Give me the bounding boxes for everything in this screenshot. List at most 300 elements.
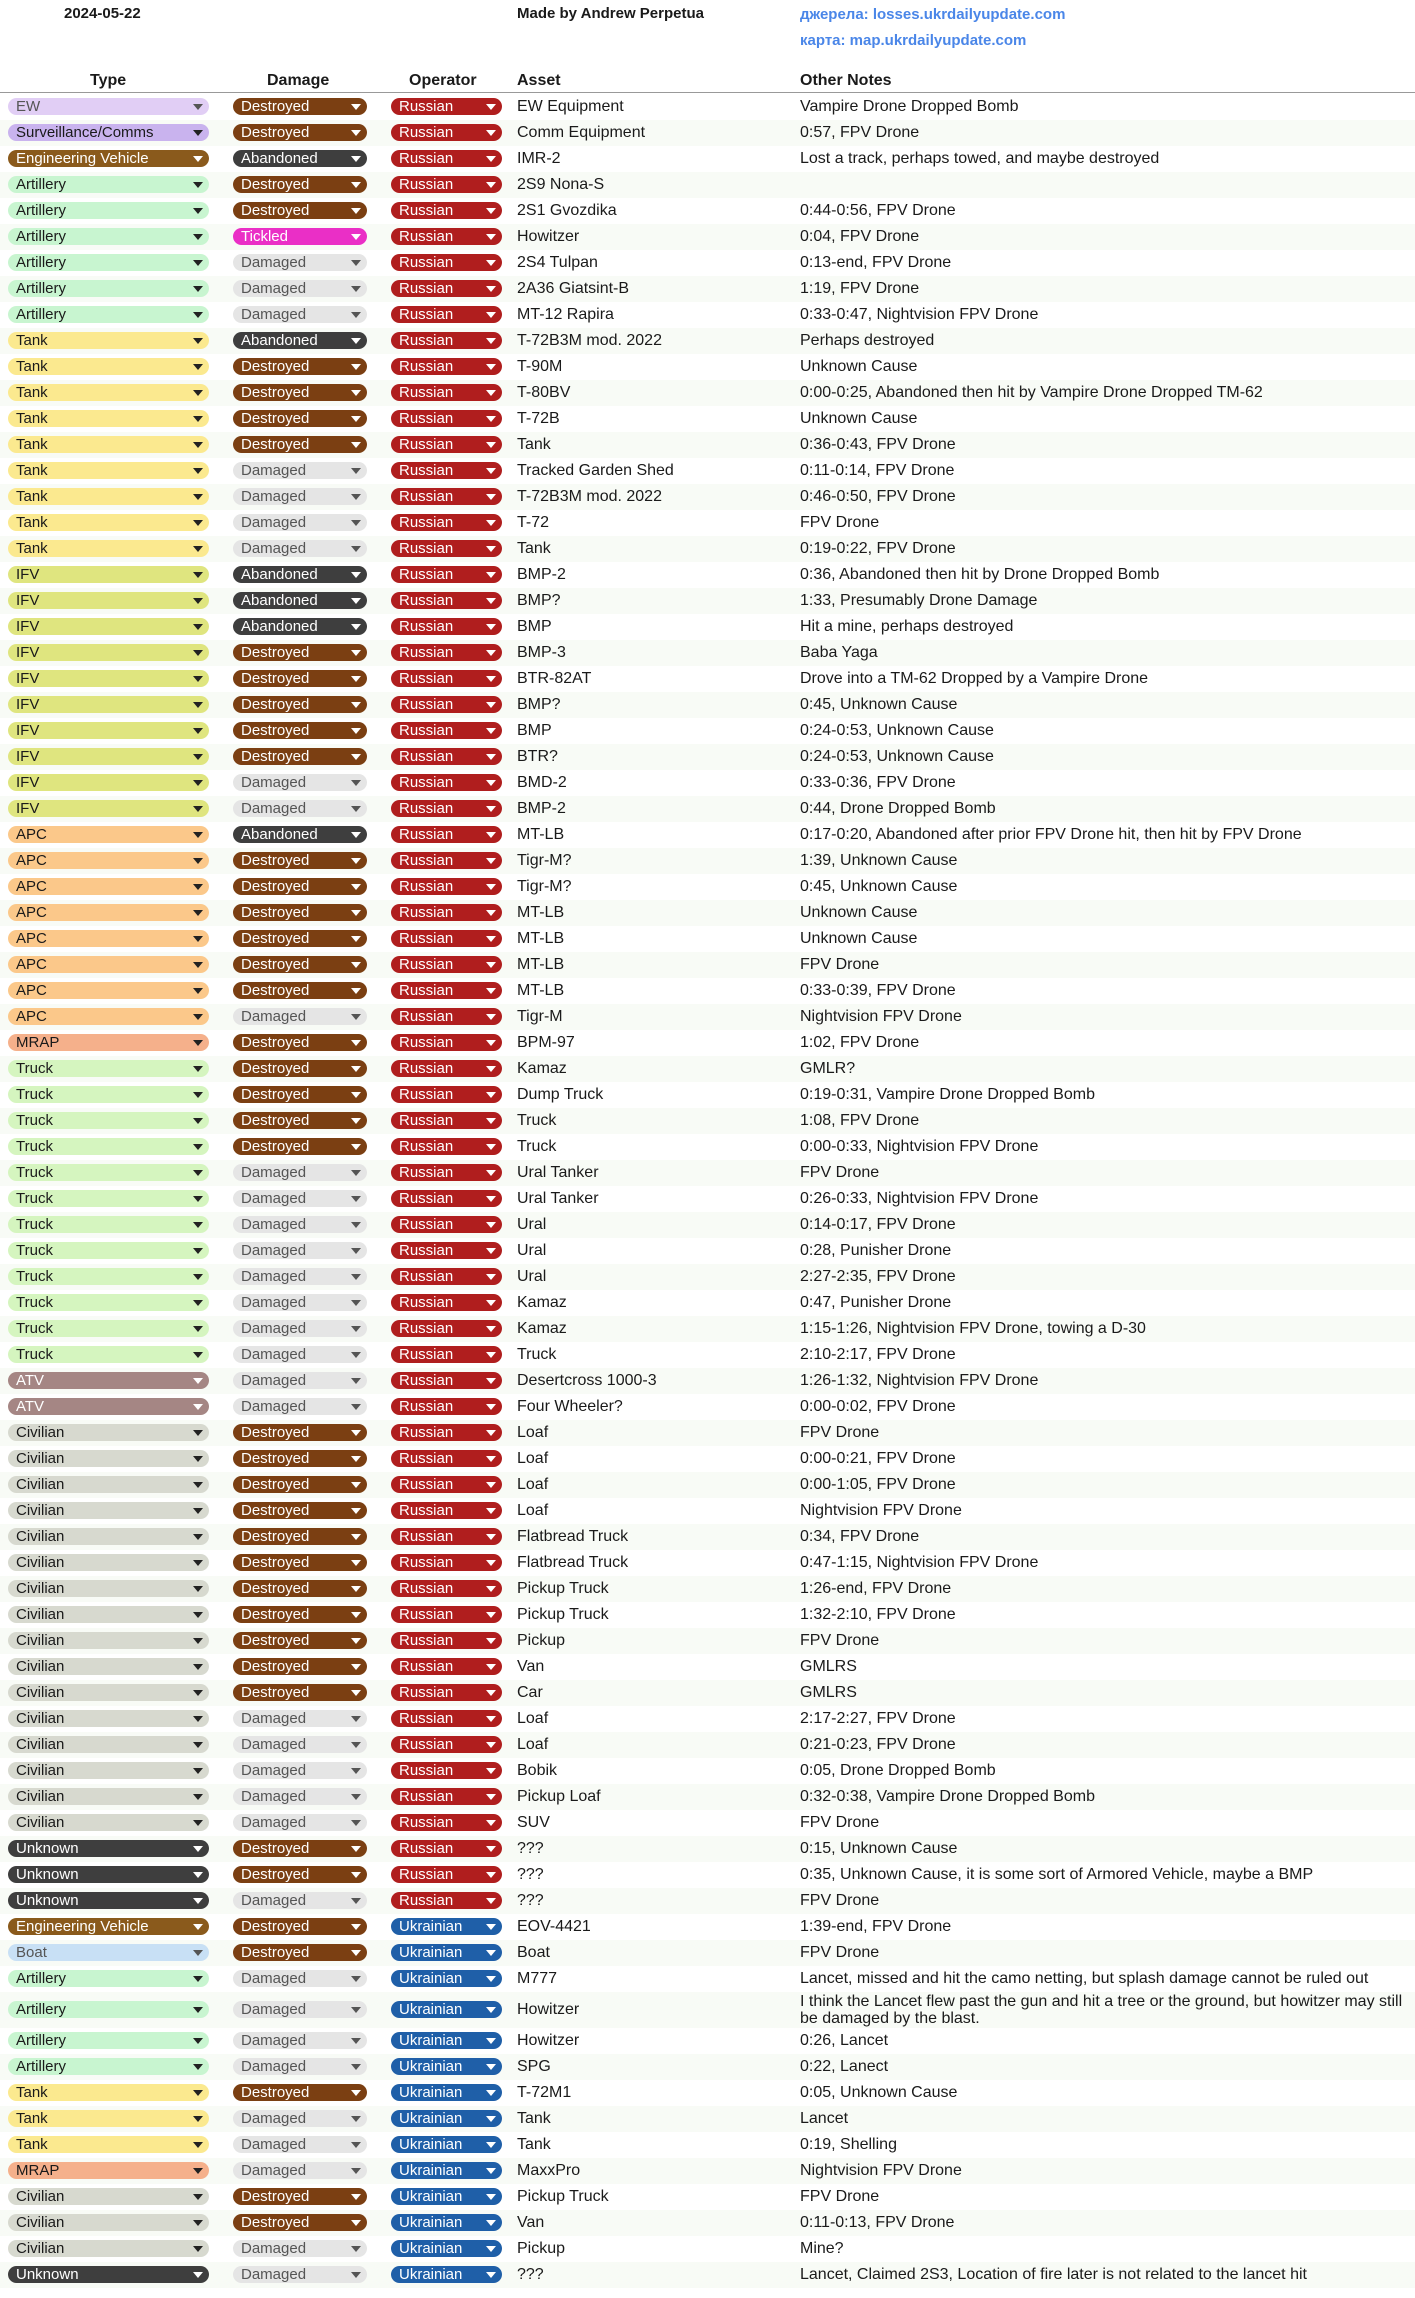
operator-select[interactable] xyxy=(391,1658,502,1675)
chevron-down-icon[interactable] xyxy=(486,1482,496,1488)
type-select[interactable] xyxy=(8,1684,209,1701)
operator-select[interactable] xyxy=(391,1112,502,1129)
operator-select[interactable] xyxy=(391,2214,502,2231)
type-select[interactable] xyxy=(8,1814,209,1831)
operator-select[interactable] xyxy=(391,2084,502,2101)
damage-select[interactable] xyxy=(233,2001,367,2018)
type-select[interactable] xyxy=(8,1762,209,1779)
chevron-down-icon[interactable] xyxy=(193,1300,203,1306)
chevron-down-icon[interactable] xyxy=(193,130,203,136)
damage-select[interactable] xyxy=(233,2032,367,2049)
damage-select[interactable] xyxy=(233,1840,367,1857)
chevron-down-icon[interactable] xyxy=(193,858,203,864)
operator-select[interactable] xyxy=(391,748,502,765)
chevron-down-icon[interactable] xyxy=(193,260,203,266)
chevron-down-icon[interactable] xyxy=(486,2168,496,2174)
chevron-down-icon[interactable] xyxy=(486,910,496,916)
chevron-down-icon[interactable] xyxy=(351,338,361,344)
operator-select[interactable] xyxy=(391,306,502,323)
chevron-down-icon[interactable] xyxy=(351,754,361,760)
operator-select[interactable] xyxy=(391,2136,502,2153)
type-select[interactable] xyxy=(8,1632,209,1649)
type-select[interactable] xyxy=(8,2136,209,2153)
chevron-down-icon[interactable] xyxy=(486,780,496,786)
type-select[interactable] xyxy=(8,1034,209,1051)
damage-select[interactable] xyxy=(233,1294,367,1311)
operator-select[interactable] xyxy=(391,1372,502,1389)
chevron-down-icon[interactable] xyxy=(351,910,361,916)
chevron-down-icon[interactable] xyxy=(351,1144,361,1150)
damage-select[interactable] xyxy=(233,1866,367,1883)
operator-select[interactable] xyxy=(391,1008,502,1025)
operator-select[interactable] xyxy=(391,1606,502,1623)
chevron-down-icon[interactable] xyxy=(486,1742,496,1748)
type-select[interactable] xyxy=(8,1242,209,1259)
chevron-down-icon[interactable] xyxy=(193,1976,203,1982)
chevron-down-icon[interactable] xyxy=(486,1846,496,1852)
type-select[interactable] xyxy=(8,1840,209,1857)
chevron-down-icon[interactable] xyxy=(193,1586,203,1592)
chevron-down-icon[interactable] xyxy=(351,1482,361,1488)
operator-select[interactable] xyxy=(391,1684,502,1701)
chevron-down-icon[interactable] xyxy=(351,1014,361,1020)
chevron-down-icon[interactable] xyxy=(486,364,496,370)
operator-select[interactable] xyxy=(391,800,502,817)
chevron-down-icon[interactable] xyxy=(486,1222,496,1228)
type-select[interactable] xyxy=(8,2058,209,2075)
type-select[interactable] xyxy=(8,1450,209,1467)
chevron-down-icon[interactable] xyxy=(486,624,496,630)
type-select[interactable] xyxy=(8,410,209,427)
chevron-down-icon[interactable] xyxy=(486,1300,496,1306)
chevron-down-icon[interactable] xyxy=(486,1534,496,1540)
damage-select[interactable] xyxy=(233,1632,367,1649)
chevron-down-icon[interactable] xyxy=(351,1768,361,1774)
operator-select[interactable] xyxy=(391,1320,502,1337)
operator-select[interactable] xyxy=(391,722,502,739)
chevron-down-icon[interactable] xyxy=(193,1534,203,1540)
operator-select[interactable] xyxy=(391,410,502,427)
operator-select[interactable] xyxy=(391,1528,502,1545)
operator-select[interactable] xyxy=(391,1268,502,1285)
operator-select[interactable] xyxy=(391,566,502,583)
chevron-down-icon[interactable] xyxy=(351,1664,361,1670)
chevron-down-icon[interactable] xyxy=(193,1196,203,1202)
chevron-down-icon[interactable] xyxy=(193,1742,203,1748)
chevron-down-icon[interactable] xyxy=(193,1248,203,1254)
chevron-down-icon[interactable] xyxy=(193,2246,203,2252)
chevron-down-icon[interactable] xyxy=(193,1898,203,1904)
chevron-down-icon[interactable] xyxy=(486,182,496,188)
chevron-down-icon[interactable] xyxy=(351,2220,361,2226)
type-select[interactable] xyxy=(8,1164,209,1181)
chevron-down-icon[interactable] xyxy=(486,260,496,266)
damage-select[interactable] xyxy=(233,982,367,999)
damage-select[interactable] xyxy=(233,1086,367,1103)
operator-select[interactable] xyxy=(391,904,502,921)
chevron-down-icon[interactable] xyxy=(351,1924,361,1930)
chevron-down-icon[interactable] xyxy=(193,1144,203,1150)
operator-select[interactable] xyxy=(391,1164,502,1181)
chevron-down-icon[interactable] xyxy=(486,1170,496,1176)
operator-select[interactable] xyxy=(391,1892,502,1909)
damage-select[interactable] xyxy=(233,1034,367,1051)
chevron-down-icon[interactable] xyxy=(351,520,361,526)
operator-select[interactable] xyxy=(391,2032,502,2049)
chevron-down-icon[interactable] xyxy=(351,2007,361,2013)
chevron-down-icon[interactable] xyxy=(193,234,203,240)
damage-select[interactable] xyxy=(233,1892,367,1909)
type-select[interactable] xyxy=(8,202,209,219)
type-select[interactable] xyxy=(8,1424,209,1441)
chevron-down-icon[interactable] xyxy=(351,1248,361,1254)
chevron-down-icon[interactable] xyxy=(193,728,203,734)
operator-select[interactable] xyxy=(391,1138,502,1155)
chevron-down-icon[interactable] xyxy=(193,364,203,370)
chevron-down-icon[interactable] xyxy=(193,1638,203,1644)
chevron-down-icon[interactable] xyxy=(486,858,496,864)
damage-select[interactable] xyxy=(233,1736,367,1753)
operator-select[interactable] xyxy=(391,280,502,297)
operator-select[interactable] xyxy=(391,228,502,245)
damage-select[interactable] xyxy=(233,774,367,791)
operator-select[interactable] xyxy=(391,1762,502,1779)
chevron-down-icon[interactable] xyxy=(351,702,361,708)
chevron-down-icon[interactable] xyxy=(193,390,203,396)
chevron-down-icon[interactable] xyxy=(351,104,361,110)
damage-select[interactable] xyxy=(233,2136,367,2153)
chevron-down-icon[interactable] xyxy=(486,1950,496,1956)
operator-select[interactable] xyxy=(391,930,502,947)
damage-select[interactable] xyxy=(233,1528,367,1545)
operator-select[interactable] xyxy=(391,1918,502,1935)
chevron-down-icon[interactable] xyxy=(351,416,361,422)
operator-select[interactable] xyxy=(391,774,502,791)
type-select[interactable] xyxy=(8,826,209,843)
damage-select[interactable] xyxy=(233,1684,367,1701)
operator-select[interactable] xyxy=(391,540,502,557)
type-select[interactable] xyxy=(8,176,209,193)
chevron-down-icon[interactable] xyxy=(351,208,361,214)
operator-select[interactable] xyxy=(391,1840,502,1857)
chevron-down-icon[interactable] xyxy=(486,416,496,422)
damage-select[interactable] xyxy=(233,2058,367,2075)
chevron-down-icon[interactable] xyxy=(193,1820,203,1826)
operator-select[interactable] xyxy=(391,358,502,375)
chevron-down-icon[interactable] xyxy=(193,2142,203,2148)
damage-select[interactable] xyxy=(233,1320,367,1337)
chevron-down-icon[interactable] xyxy=(486,520,496,526)
chevron-down-icon[interactable] xyxy=(193,1612,203,1618)
damage-select[interactable] xyxy=(233,1112,367,1129)
damage-select[interactable] xyxy=(233,618,367,635)
type-select[interactable] xyxy=(8,1528,209,1545)
operator-select[interactable] xyxy=(391,462,502,479)
chevron-down-icon[interactable] xyxy=(351,624,361,630)
chevron-down-icon[interactable] xyxy=(351,1196,361,1202)
chevron-down-icon[interactable] xyxy=(193,156,203,162)
chevron-down-icon[interactable] xyxy=(193,1768,203,1774)
chevron-down-icon[interactable] xyxy=(193,1118,203,1124)
chevron-down-icon[interactable] xyxy=(193,1924,203,1930)
type-select[interactable] xyxy=(8,1346,209,1363)
chevron-down-icon[interactable] xyxy=(351,1092,361,1098)
chevron-down-icon[interactable] xyxy=(193,572,203,578)
damage-select[interactable] xyxy=(233,1372,367,1389)
chevron-down-icon[interactable] xyxy=(193,1430,203,1436)
chevron-down-icon[interactable] xyxy=(193,702,203,708)
chevron-down-icon[interactable] xyxy=(486,1092,496,1098)
chevron-down-icon[interactable] xyxy=(193,1872,203,1878)
chevron-down-icon[interactable] xyxy=(486,754,496,760)
chevron-down-icon[interactable] xyxy=(351,1040,361,1046)
type-select[interactable] xyxy=(8,748,209,765)
map-link[interactable]: карта: map.ukrdailyupdate.com xyxy=(800,32,1027,49)
chevron-down-icon[interactable] xyxy=(486,104,496,110)
damage-select[interactable] xyxy=(233,644,367,661)
chevron-down-icon[interactable] xyxy=(486,1456,496,1462)
chevron-down-icon[interactable] xyxy=(193,1794,203,1800)
chevron-down-icon[interactable] xyxy=(486,598,496,604)
damage-select[interactable] xyxy=(233,930,367,947)
damage-select[interactable] xyxy=(233,1398,367,1415)
chevron-down-icon[interactable] xyxy=(486,728,496,734)
chevron-down-icon[interactable] xyxy=(351,1586,361,1592)
chevron-down-icon[interactable] xyxy=(351,390,361,396)
damage-select[interactable] xyxy=(233,306,367,323)
damage-select[interactable] xyxy=(233,1502,367,1519)
type-select[interactable] xyxy=(8,254,209,271)
damage-select[interactable] xyxy=(233,826,367,843)
chevron-down-icon[interactable] xyxy=(351,1508,361,1514)
operator-select[interactable] xyxy=(391,852,502,869)
chevron-down-icon[interactable] xyxy=(193,806,203,812)
chevron-down-icon[interactable] xyxy=(486,2142,496,2148)
damage-select[interactable] xyxy=(233,280,367,297)
operator-select[interactable] xyxy=(391,696,502,713)
chevron-down-icon[interactable] xyxy=(193,2038,203,2044)
chevron-down-icon[interactable] xyxy=(486,1794,496,1800)
type-select[interactable] xyxy=(8,618,209,635)
damage-select[interactable] xyxy=(233,1268,367,1285)
chevron-down-icon[interactable] xyxy=(351,936,361,942)
chevron-down-icon[interactable] xyxy=(486,1586,496,1592)
operator-select[interactable] xyxy=(391,592,502,609)
chevron-down-icon[interactable] xyxy=(486,1352,496,1358)
type-select[interactable] xyxy=(8,1866,209,1883)
chevron-down-icon[interactable] xyxy=(486,2064,496,2070)
type-select[interactable] xyxy=(8,2188,209,2205)
damage-select[interactable] xyxy=(233,358,367,375)
operator-select[interactable] xyxy=(391,1502,502,1519)
chevron-down-icon[interactable] xyxy=(486,1040,496,1046)
chevron-down-icon[interactable] xyxy=(486,390,496,396)
chevron-down-icon[interactable] xyxy=(486,130,496,136)
type-select[interactable] xyxy=(8,2032,209,2049)
type-select[interactable] xyxy=(8,1008,209,1025)
damage-select[interactable] xyxy=(233,1060,367,1077)
chevron-down-icon[interactable] xyxy=(193,1716,203,1722)
chevron-down-icon[interactable] xyxy=(486,1196,496,1202)
chevron-down-icon[interactable] xyxy=(193,1170,203,1176)
chevron-down-icon[interactable] xyxy=(486,286,496,292)
chevron-down-icon[interactable] xyxy=(351,1352,361,1358)
chevron-down-icon[interactable] xyxy=(193,1846,203,1852)
type-select[interactable] xyxy=(8,514,209,531)
chevron-down-icon[interactable] xyxy=(486,1508,496,1514)
chevron-down-icon[interactable] xyxy=(351,2246,361,2252)
operator-select[interactable] xyxy=(391,332,502,349)
chevron-down-icon[interactable] xyxy=(351,1794,361,1800)
operator-select[interactable] xyxy=(391,644,502,661)
chevron-down-icon[interactable] xyxy=(193,2090,203,2096)
damage-select[interactable] xyxy=(233,202,367,219)
damage-select[interactable] xyxy=(233,1164,367,1181)
damage-select[interactable] xyxy=(233,384,367,401)
type-select[interactable] xyxy=(8,1320,209,1337)
type-select[interactable] xyxy=(8,852,209,869)
chevron-down-icon[interactable] xyxy=(486,884,496,890)
damage-select[interactable] xyxy=(233,1762,367,1779)
damage-select[interactable] xyxy=(233,1606,367,1623)
type-select[interactable] xyxy=(8,774,209,791)
operator-select[interactable] xyxy=(391,2162,502,2179)
chevron-down-icon[interactable] xyxy=(486,1820,496,1826)
chevron-down-icon[interactable] xyxy=(193,1222,203,1228)
damage-select[interactable] xyxy=(233,878,367,895)
chevron-down-icon[interactable] xyxy=(351,1066,361,1072)
chevron-down-icon[interactable] xyxy=(486,442,496,448)
operator-select[interactable] xyxy=(391,826,502,843)
damage-select[interactable] xyxy=(233,748,367,765)
damage-select[interactable] xyxy=(233,2240,367,2257)
damage-select[interactable] xyxy=(233,488,367,505)
damage-select[interactable] xyxy=(233,1216,367,1233)
type-select[interactable] xyxy=(8,2001,209,2018)
chevron-down-icon[interactable] xyxy=(351,1872,361,1878)
chevron-down-icon[interactable] xyxy=(193,1014,203,1020)
chevron-down-icon[interactable] xyxy=(486,1014,496,1020)
damage-select[interactable] xyxy=(233,1190,367,1207)
damage-select[interactable] xyxy=(233,1476,367,1493)
chevron-down-icon[interactable] xyxy=(351,1612,361,1618)
chevron-down-icon[interactable] xyxy=(351,598,361,604)
type-select[interactable] xyxy=(8,2240,209,2257)
chevron-down-icon[interactable] xyxy=(486,2007,496,2013)
chevron-down-icon[interactable] xyxy=(486,1430,496,1436)
chevron-down-icon[interactable] xyxy=(351,572,361,578)
damage-select[interactable] xyxy=(233,150,367,167)
type-select[interactable] xyxy=(8,1658,209,1675)
chevron-down-icon[interactable] xyxy=(486,2116,496,2122)
type-select[interactable] xyxy=(8,1294,209,1311)
chevron-down-icon[interactable] xyxy=(193,754,203,760)
chevron-down-icon[interactable] xyxy=(351,442,361,448)
chevron-down-icon[interactable] xyxy=(193,546,203,552)
chevron-down-icon[interactable] xyxy=(351,364,361,370)
chevron-down-icon[interactable] xyxy=(351,1742,361,1748)
damage-select[interactable] xyxy=(233,332,367,349)
operator-select[interactable] xyxy=(391,488,502,505)
chevron-down-icon[interactable] xyxy=(486,234,496,240)
chevron-down-icon[interactable] xyxy=(351,546,361,552)
chevron-down-icon[interactable] xyxy=(351,1534,361,1540)
chevron-down-icon[interactable] xyxy=(486,1872,496,1878)
damage-select[interactable] xyxy=(233,1658,367,1675)
chevron-down-icon[interactable] xyxy=(193,884,203,890)
type-select[interactable] xyxy=(8,644,209,661)
chevron-down-icon[interactable] xyxy=(351,780,361,786)
chevron-down-icon[interactable] xyxy=(193,2272,203,2278)
operator-select[interactable] xyxy=(391,124,502,141)
chevron-down-icon[interactable] xyxy=(351,650,361,656)
chevron-down-icon[interactable] xyxy=(351,130,361,136)
chevron-down-icon[interactable] xyxy=(193,338,203,344)
damage-select[interactable] xyxy=(233,956,367,973)
chevron-down-icon[interactable] xyxy=(193,1560,203,1566)
operator-select[interactable] xyxy=(391,2058,502,2075)
damage-select[interactable] xyxy=(233,124,367,141)
chevron-down-icon[interactable] xyxy=(351,1950,361,1956)
type-select[interactable] xyxy=(8,1970,209,1987)
chevron-down-icon[interactable] xyxy=(193,286,203,292)
type-select[interactable] xyxy=(8,1606,209,1623)
damage-select[interactable] xyxy=(233,228,367,245)
damage-select[interactable] xyxy=(233,2162,367,2179)
chevron-down-icon[interactable] xyxy=(486,1144,496,1150)
operator-select[interactable] xyxy=(391,1216,502,1233)
type-select[interactable] xyxy=(8,540,209,557)
operator-select[interactable] xyxy=(391,1294,502,1311)
type-select[interactable] xyxy=(8,1944,209,1961)
damage-select[interactable] xyxy=(233,254,367,271)
chevron-down-icon[interactable] xyxy=(193,1950,203,1956)
operator-select[interactable] xyxy=(391,1346,502,1363)
type-select[interactable] xyxy=(8,2084,209,2101)
chevron-down-icon[interactable] xyxy=(486,676,496,682)
chevron-down-icon[interactable] xyxy=(193,416,203,422)
chevron-down-icon[interactable] xyxy=(193,1326,203,1332)
chevron-down-icon[interactable] xyxy=(193,962,203,968)
type-select[interactable] xyxy=(8,1112,209,1129)
type-select[interactable] xyxy=(8,2162,209,2179)
chevron-down-icon[interactable] xyxy=(486,1378,496,1384)
operator-select[interactable] xyxy=(391,1632,502,1649)
type-select[interactable] xyxy=(8,462,209,479)
chevron-down-icon[interactable] xyxy=(486,1326,496,1332)
damage-select[interactable] xyxy=(233,540,367,557)
chevron-down-icon[interactable] xyxy=(351,468,361,474)
chevron-down-icon[interactable] xyxy=(486,546,496,552)
operator-select[interactable] xyxy=(391,1398,502,1415)
type-select[interactable] xyxy=(8,1554,209,1571)
type-select[interactable] xyxy=(8,2110,209,2127)
chevron-down-icon[interactable] xyxy=(486,1924,496,1930)
chevron-down-icon[interactable] xyxy=(486,2038,496,2044)
damage-select[interactable] xyxy=(233,2188,367,2205)
chevron-down-icon[interactable] xyxy=(193,2194,203,2200)
type-select[interactable] xyxy=(8,1138,209,1155)
chevron-down-icon[interactable] xyxy=(193,494,203,500)
chevron-down-icon[interactable] xyxy=(351,2064,361,2070)
chevron-down-icon[interactable] xyxy=(351,728,361,734)
chevron-down-icon[interactable] xyxy=(486,2090,496,2096)
operator-select[interactable] xyxy=(391,1580,502,1597)
chevron-down-icon[interactable] xyxy=(351,1638,361,1644)
chevron-down-icon[interactable] xyxy=(351,1976,361,1982)
type-select[interactable] xyxy=(8,1918,209,1935)
chevron-down-icon[interactable] xyxy=(486,2246,496,2252)
